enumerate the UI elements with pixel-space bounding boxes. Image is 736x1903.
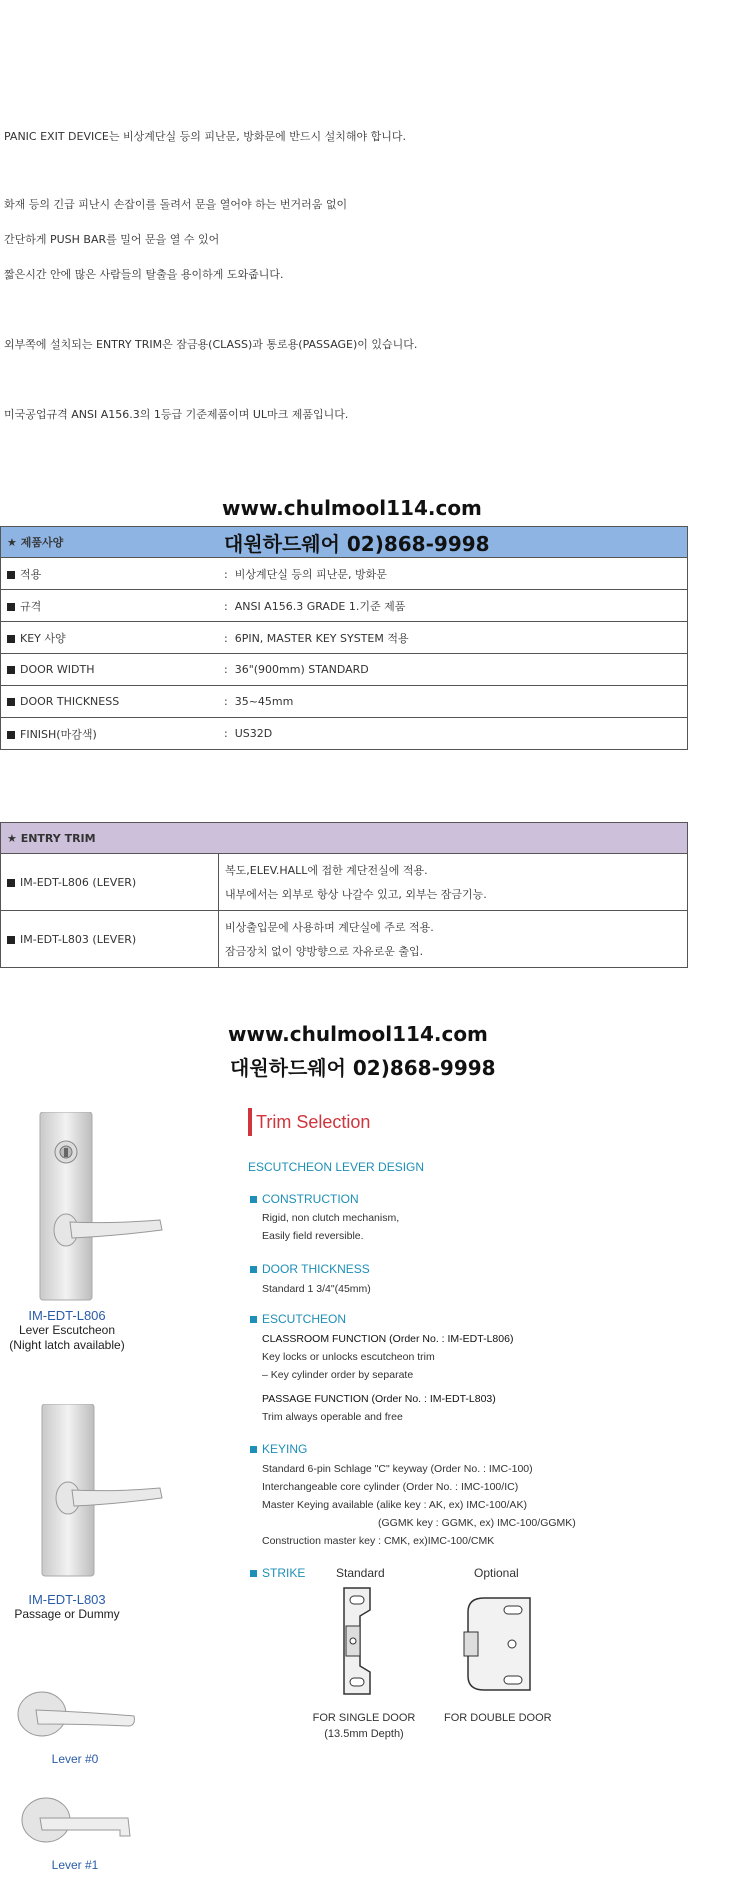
- strike-standard-label: Standard: [336, 1566, 385, 1580]
- strike-heading: STRIKE: [250, 1566, 305, 1580]
- spec-value: 35~45mm: [234, 695, 294, 708]
- lever-1-label: Lever #1: [51, 1858, 99, 1872]
- trim-selection-title: Trim Selection: [256, 1112, 371, 1132]
- trim-desc: 비상출입문에 사용하며 계단실에 주로 적용.: [225, 921, 434, 934]
- bullet-icon: [250, 1446, 257, 1453]
- bullet-icon: [7, 879, 15, 887]
- entry-trim-row: [1, 854, 688, 911]
- spec-value: 6PIN, MASTER KEY SYSTEM 적용: [234, 631, 409, 645]
- title-bar: [248, 1108, 252, 1136]
- spec-row: KEY 사양 : 6PIN, MASTER KEY SYSTEM 적용: [1, 622, 688, 654]
- escutcheon-text: CLASSROOM FUNCTION (Order No. : IM-EDT-L806) Key locks or unlocks escutcheon trim – Key cylinder order by separate PASSAGE FUNCTION (Order No. : IM-EDT-L803) Trim always operable and free: [262, 1333, 514, 1423]
- entry-trim-header-row: [1, 823, 688, 854]
- spec-row: FINISH(마감색) : US32D: [1, 718, 688, 750]
- lever-0-image: [16, 1688, 140, 1744]
- spec-row: 규격 : ANSI A156.3 GRADE 1.기준 제품: [1, 590, 688, 622]
- product-caption-l803: [0, 1592, 134, 1622]
- escutcheon-l806-image: [30, 1112, 170, 1302]
- trim-desc: 잠금장치 없이 양방향으로 자유로운 출입.: [225, 945, 424, 958]
- spec-value: 비상계단실 등의 피난문, 방화문: [234, 567, 387, 581]
- bullet-icon: [7, 731, 15, 739]
- product-desc: Passage or Dummy: [14, 1607, 120, 1621]
- spec-label: 적용: [20, 567, 42, 581]
- bullet-icon: [7, 666, 15, 674]
- product-caption-l806: [0, 1308, 134, 1353]
- bullet-icon: [7, 698, 15, 706]
- watermark-phone: 대원하드웨어 02)868-9998: [224, 532, 490, 556]
- spec-label: DOOR WIDTH: [20, 663, 95, 676]
- double-door-strike-image: [460, 1592, 540, 1696]
- spec-label: 규격: [20, 599, 42, 613]
- trim-desc: 복도,ELEV.HALL에 접한 계단전실에 적용.: [225, 864, 428, 877]
- spec-row: DOOR WIDTH : 36"(900mm) STANDARD: [1, 654, 688, 686]
- bullet-icon: [7, 571, 15, 579]
- watermark-url: www.chulmool114.com: [222, 496, 482, 520]
- spec-row: 적용 : 비상계단실 등의 피난문, 방화문: [1, 558, 688, 590]
- entry-trim-table: [0, 822, 688, 968]
- watermark-phone: 대원하드웨어 02)868-9998: [230, 1056, 496, 1080]
- watermark-url: www.chulmool114.com: [228, 1022, 488, 1046]
- bullet-icon: [250, 1316, 257, 1323]
- keying-text: Standard 6-pin Schlage "C" keyway (Order No. : IMC-100) Interchangeable core cylinder (Order No. : IMC-100/IC) Master Keying available (alike key : AK, ex) IMC-100/AK) (GGMK key : GGMK, ex) IMC-100/GGMK) Construction master key : CMK, ex)IMC-100/CMK: [262, 1463, 576, 1547]
- lever-0-label: Lever #0: [51, 1752, 99, 1766]
- strike-optional-label: Optional: [474, 1566, 519, 1580]
- single-door-strike-image: [330, 1586, 390, 1696]
- spec-value: ANSI A156.3 GRADE 1.기준 제품: [234, 599, 406, 613]
- trim-desc: 내부에서는 외부로 항상 나갈수 있고, 외부는 잠금기능.: [225, 888, 487, 901]
- intro-line: 미국공업규격 ANSI A156.3의 1등급 기준제품이며 UL마크 제품입니다.: [4, 408, 349, 421]
- intro-line: 외부쪽에 설치되는 ENTRY TRIM은 잠금용(CLASS)과 통로용(PASSAGE)이 있습니다.: [4, 338, 418, 351]
- spec-label: DOOR THICKNESS: [20, 695, 120, 708]
- trim-model: IM-EDT-L803 (LEVER): [20, 932, 137, 946]
- spec-row: DOOR THICKNESS : 35~45mm: [1, 686, 688, 718]
- product-desc: Lever Escutcheon: [18, 1323, 116, 1337]
- lever-1-image: [16, 1796, 140, 1852]
- construction-text: Rigid, non clutch mechanism, Easily field reversible.: [262, 1212, 400, 1242]
- escutcheon-l803-image: [34, 1404, 174, 1580]
- spec-header: ★ 제품사양: [1, 527, 688, 558]
- trim-model: IM-EDT-L806 (LEVER): [20, 875, 137, 889]
- bullet-icon: [250, 1570, 257, 1577]
- intro-line: 화재 등의 긴급 피난시 손잡이를 돌려서 문을 열어야 하는 번거러움 없이: [4, 198, 348, 211]
- product-desc: (Night latch available): [9, 1338, 125, 1352]
- spec-value: 36"(900mm) STANDARD: [234, 663, 369, 676]
- spec-value: US32D: [234, 727, 273, 740]
- bullet-icon: [250, 1196, 257, 1203]
- bullet-icon: [7, 603, 15, 611]
- bullet-icon: [250, 1266, 257, 1273]
- product-model: IM-EDT-L806: [28, 1308, 106, 1323]
- escutcheon-heading: ESCUTCHEON: [250, 1312, 346, 1326]
- bullet-icon: [7, 936, 15, 944]
- double-door-label: FOR DOUBLE DOOR: [444, 1712, 552, 1724]
- entry-trim-row: [1, 911, 688, 968]
- spec-table: [0, 526, 688, 750]
- door-thickness-text: Standard 1 3/4"(45mm): [262, 1283, 371, 1295]
- product-model: IM-EDT-L803: [28, 1592, 106, 1607]
- intro-line: 간단하게 PUSH BAR를 밀어 문을 열 수 있어: [4, 233, 220, 246]
- intro-line: 짧은시간 안에 많은 사람들의 탈출을 용이하게 도와줍니다.: [4, 268, 284, 281]
- spec-label: FINISH(마감색): [20, 727, 97, 741]
- keying-heading: KEYING: [250, 1442, 307, 1456]
- construction-heading: CONSTRUCTION: [250, 1192, 359, 1206]
- single-door-label: FOR SINGLE DOOR (13.5mm Depth): [312, 1712, 416, 1740]
- catalog-subtitle: ESCUTCHEON LEVER DESIGN: [248, 1160, 425, 1174]
- entry-trim-header: ★ ENTRY TRIM: [1, 823, 688, 854]
- door-thickness-heading: DOOR THICKNESS: [250, 1262, 370, 1276]
- bullet-icon: [7, 635, 15, 643]
- spec-label: KEY 사양: [20, 631, 66, 645]
- intro-line: PANIC EXIT DEVICE는 비상계단실 등의 피난문, 방화문에 반드시 설치해야 합니다.: [4, 130, 406, 143]
